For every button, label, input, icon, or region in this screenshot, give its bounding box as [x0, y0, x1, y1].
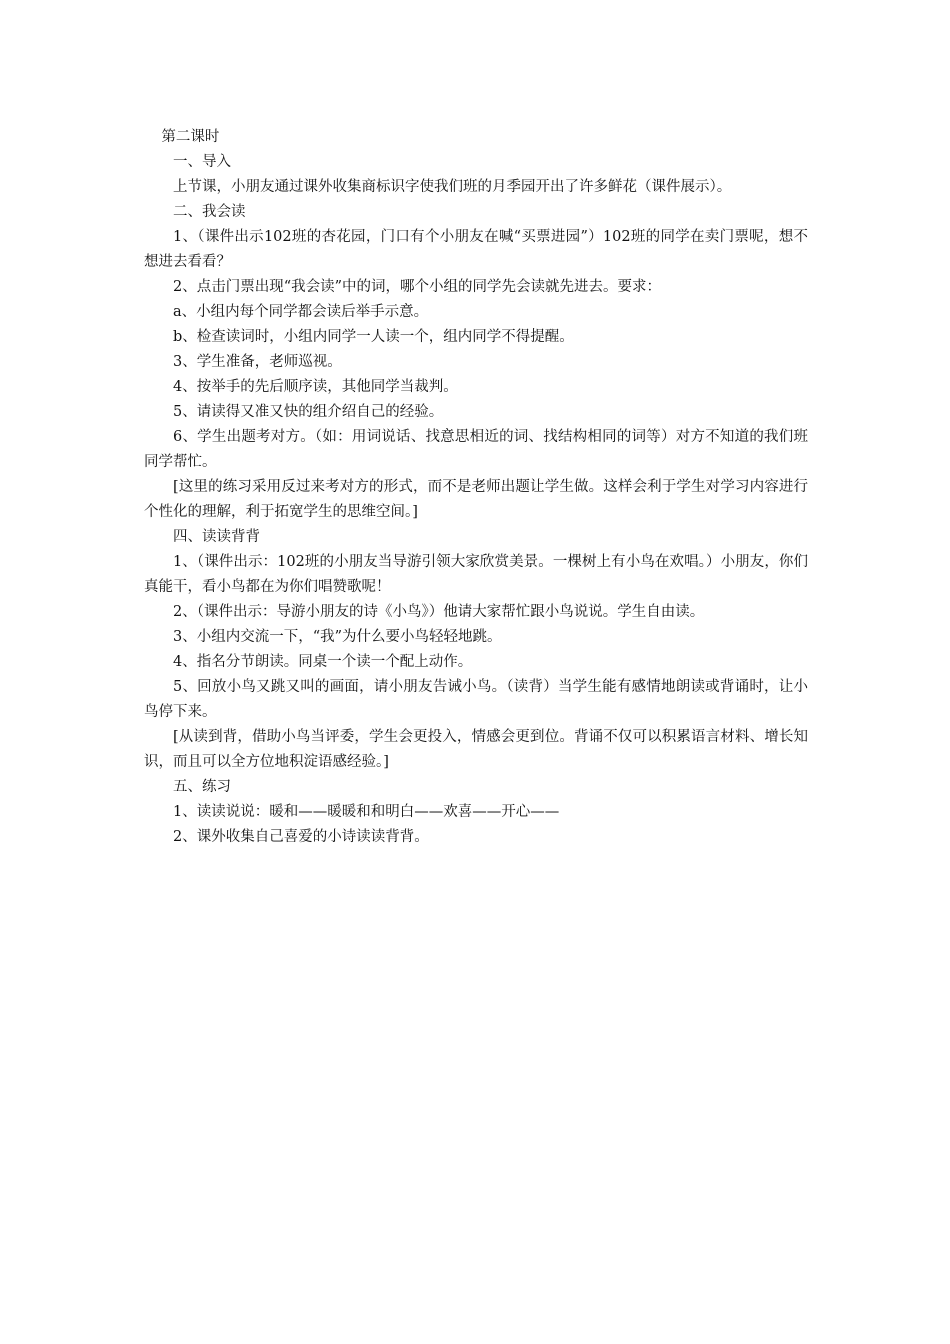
commentary-note: [从读到背，借助小鸟当评委，学生会更投入，情感会更到位。背诵不仅可以积累语言材料、增长知识，而且可以全方位地积淀语感经验。]	[144, 729, 808, 770]
paragraph: 2、点击门票出现“我会读”中的词，哪个小组的同学先会读就先进去。要求：	[173, 279, 662, 295]
paragraph: 3、学生准备，老师巡视。	[173, 354, 342, 370]
lesson-title: 第二课时	[161, 129, 220, 145]
section-heading-intro: 一、导入	[173, 154, 231, 170]
section-heading-recite: 四、读读背背	[173, 529, 260, 545]
paragraph: 2、（课件出示：导游小朋友的诗《小鸟》）他请大家帮忙跟小鸟说说。学生自由读。	[173, 604, 705, 620]
paragraph: 6、学生出题考对方。（如：用词说话、找意思相近的词、找结构相同的词等）对方不知道的我们班同学帮忙。	[144, 429, 808, 470]
paragraph: 1、读读说说：暖和——暖暖和和明白——欢喜——开心——	[173, 804, 560, 820]
paragraph: 2、课外收集自己喜爱的小诗读读背背。	[173, 829, 429, 845]
paragraph: 4、按举手的先后顺序读，其他同学当裁判。	[173, 379, 458, 395]
paragraph: b、检查读词时，小组内同学一人读一个，组内同学不得提醒。	[173, 329, 574, 345]
document-body	[144, 125, 808, 850]
commentary-note: [这里的练习采用反过来考对方的形式，而不是老师出题让学生做。这样会利于学生对学习内容进行个性化的理解，利于拓宽学生的思维空间。]	[144, 479, 808, 520]
paragraph: 5、回放小鸟又跳又叫的画面，请小朋友告诫小鸟。（读背）当学生能有感情地朗读或背诵时，让小鸟停下来。	[144, 679, 808, 720]
paragraph: 5、请读得又准又快的组介绍自己的经验。	[173, 404, 444, 420]
paragraph: 1、（课件出示102班的杏花园，门口有个小朋友在喊“买票进园”）102班的同学在卖门票呢，想不想进去看看？	[144, 229, 808, 270]
paragraph: 1、（课件出示：102班的小朋友当导游引领大家欣赏美景。一棵树上有小鸟在欢唱。）小朋友，你们真能干，看小鸟都在为你们唱赞歌呢！	[144, 554, 808, 595]
paragraph: 4、指名分节朗读。同桌一个读一个配上动作。	[173, 654, 473, 670]
section-heading-practice: 五、练习	[173, 779, 231, 795]
paragraph: 上节课，小朋友通过课外收集商标识字使我们班的月季园开出了许多鲜花（课件展示）。	[173, 179, 732, 195]
paragraph: 3、小组内交流一下，“我”为什么要小鸟轻轻地跳。	[173, 629, 502, 645]
paragraph: a、小组内每个同学都会读后举手示意。	[173, 304, 429, 320]
section-heading-reading: 二、我会读	[173, 204, 246, 220]
